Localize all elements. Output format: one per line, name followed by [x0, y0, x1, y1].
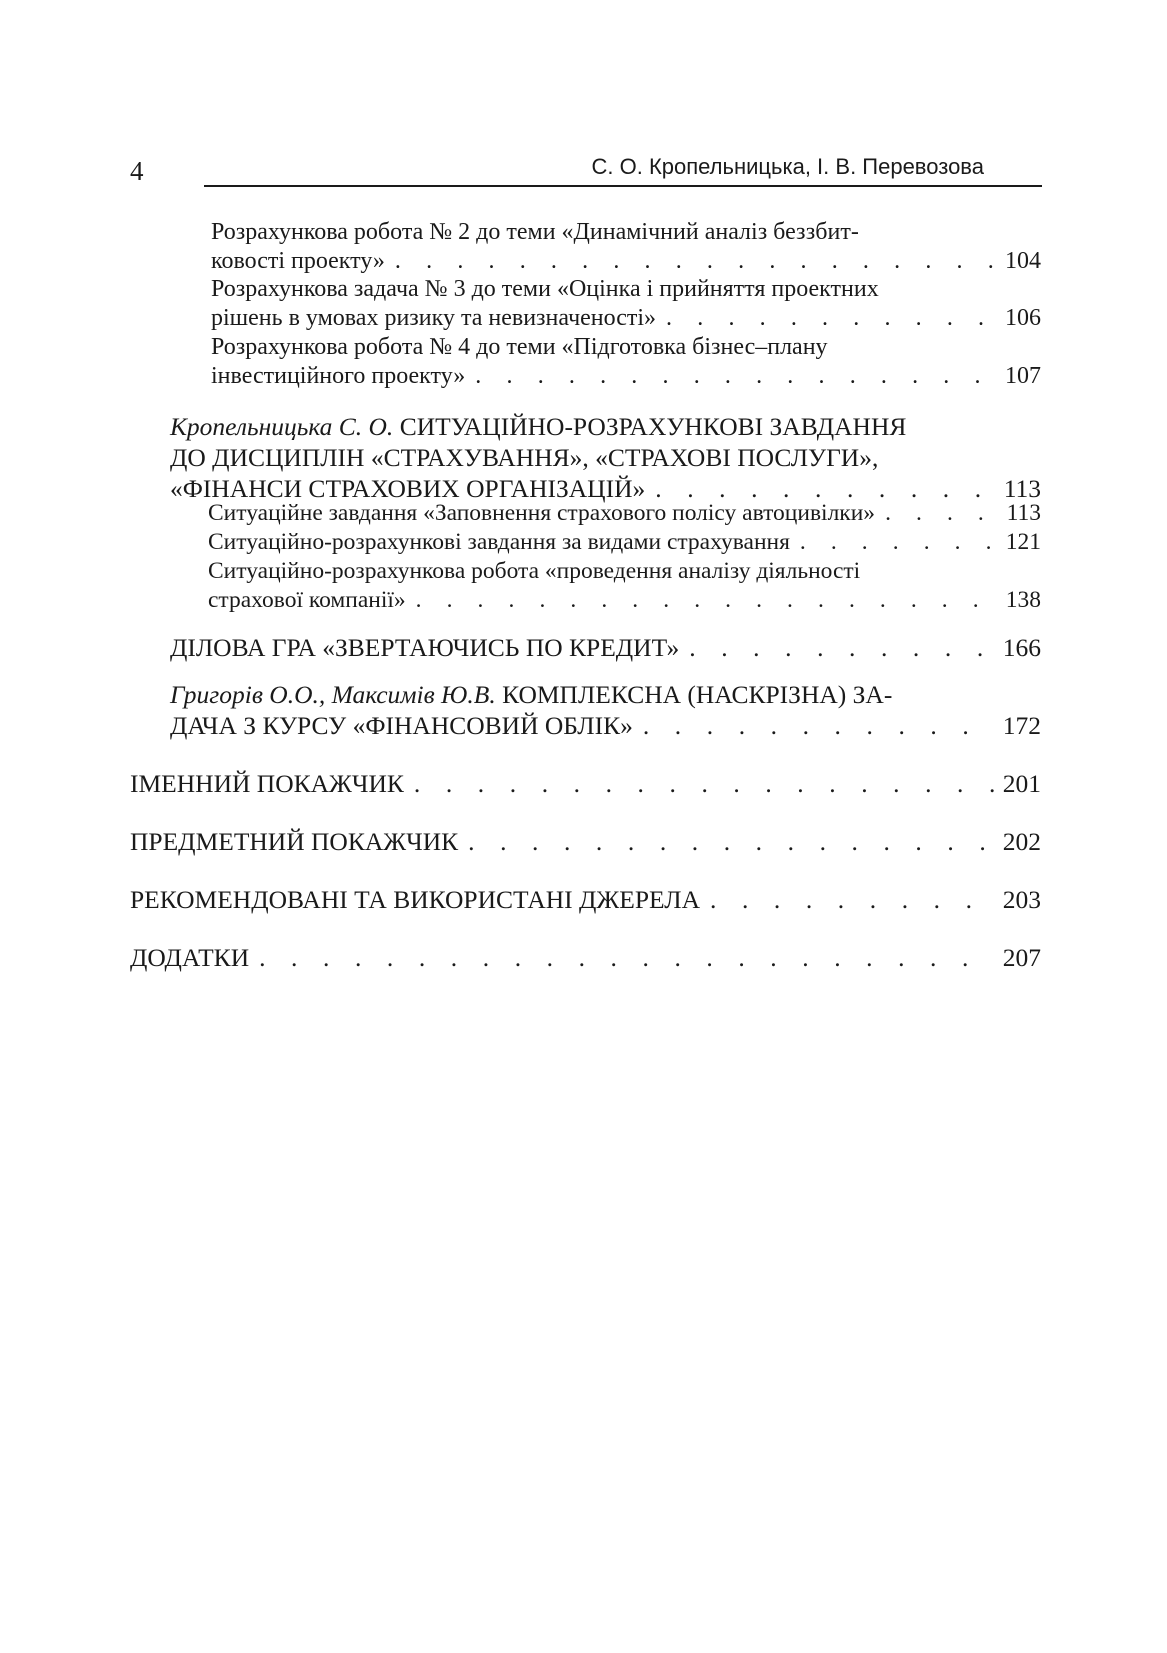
- toc-entry-line: Розрахункова робота № 4 до теми «Підготовка бізнес–плану: [211, 334, 828, 360]
- toc-entry-last-line: ДІЛОВА ГРА «ЗВЕРТАЮЧИСЬ ПО КРЕДИТ»: [170, 633, 680, 662]
- toc-entry-last-line: РЕКОМЕНДОВАНІ ТА ВИКОРИСТАНІ ДЖЕРЕЛА: [130, 885, 700, 914]
- toc-entry-insurance-types: [208, 528, 1041, 557]
- toc-entry-line: Розрахункова задача № 3 до теми «Оцінка і прийняття проектних: [211, 276, 879, 302]
- toc-page-number: 138: [1005, 587, 1041, 613]
- toc-entry-line: Розрахункова робота № 2 до теми «Динамічний аналіз беззбит-: [211, 219, 859, 245]
- toc-entry-last-line: ДАЧА З КУРСУ «ФІНАНСОВИЙ ОБЛІК»: [170, 711, 633, 740]
- leader-dots: [414, 768, 995, 799]
- toc-entry-appendices: [130, 942, 1041, 973]
- toc-page-number: 113: [1003, 474, 1041, 503]
- toc-entry-complex-task: [170, 679, 1041, 741]
- leader-dots: [475, 362, 997, 391]
- toc-entry-sources: [130, 884, 1041, 915]
- toc-entry-subject-index: [130, 826, 1041, 857]
- toc-entry-last-line: Ситуаційно-розрахункові завдання за видами страхування: [208, 529, 790, 555]
- toc-entry-situational-tasks: [170, 411, 1041, 504]
- toc-entry-last-line: інвестиційного проекту»: [211, 363, 466, 389]
- toc-page-number: 166: [1002, 633, 1041, 662]
- toc-page-number: 201: [1002, 769, 1041, 798]
- toc-entry-line: СИТУАЦІЙНО-РОЗРАХУНКОВІ ЗАВДАННЯ: [393, 412, 907, 441]
- leader-dots: [666, 304, 997, 333]
- toc-entry-last-line: ПРЕДМЕТНИЙ ПОКАЖЧИК: [130, 827, 459, 856]
- leader-dots: [710, 884, 995, 915]
- running-title: С. О. Кропельницька, І. В. Перевозова: [591, 154, 984, 179]
- toc-entry-line: КОМПЛЕКСНА (НАСКРІЗНА) ЗА-: [495, 680, 893, 709]
- toc-page-number: 202: [1002, 827, 1041, 856]
- toc-page-number: 203: [1002, 885, 1041, 914]
- toc-author: Кропельницька С. О.: [170, 412, 394, 441]
- toc-page-number: 107: [1005, 363, 1041, 389]
- page-number: 4: [130, 156, 144, 186]
- toc-page-number: 121: [1005, 529, 1041, 555]
- toc-entry-calc-task-3: [211, 275, 1041, 333]
- toc-page-number: 104: [1005, 248, 1041, 274]
- toc-author: Григорів О.О., Максимів Ю.В.: [170, 680, 496, 709]
- leader-dots: [885, 499, 999, 528]
- leader-dots: [468, 826, 995, 857]
- toc-page-number: 172: [1002, 711, 1041, 740]
- leader-dots: [416, 586, 998, 615]
- toc-entry-last-line: «ФІНАНСИ СТРАХОВИХ ОРГАНІЗАЦІЙ»: [170, 474, 646, 503]
- toc-entry-calc-work-4: [211, 333, 1041, 391]
- toc-entry-situational-policy: [208, 499, 1041, 528]
- header-rule: [204, 185, 1042, 187]
- toc-entry-line: Ситуаційно-розрахункова робота «проведення аналізу діяльності: [208, 558, 861, 584]
- toc-page-number: 207: [1002, 943, 1041, 972]
- leader-dots: [800, 528, 998, 557]
- toc-entry-last-line: ковості проекту»: [211, 248, 385, 274]
- toc-entry-calc-work-2: [211, 218, 1041, 276]
- toc-entry-business-game: [170, 632, 1041, 663]
- toc-entry-company-analysis: [208, 557, 1041, 615]
- leader-dots: [689, 632, 994, 663]
- toc-entry-last-line: ДОДАТКИ: [130, 943, 250, 972]
- toc-page-number: 113: [1006, 500, 1041, 526]
- leader-dots: [395, 247, 997, 276]
- toc-entry-name-index: [130, 768, 1041, 799]
- toc-page-number: 106: [1005, 305, 1041, 331]
- toc-entry-line: ДО ДИСЦИПЛІН «СТРАХУВАННЯ», «СТРАХОВІ ПОСЛУГИ»,: [170, 443, 879, 472]
- toc-entry-last-line: ІМЕННИЙ ПОКАЖЧИК: [130, 769, 404, 798]
- toc-entry-last-line: страхової компанії»: [208, 587, 406, 613]
- leader-dots: [643, 710, 995, 741]
- toc-entry-last-line: Ситуаційне завдання «Заповнення страхового полісу автоцивілки»: [208, 500, 876, 526]
- leader-dots: [259, 942, 995, 973]
- toc-entry-last-line: рішень в умовах ризику та невизначеності»: [211, 305, 657, 331]
